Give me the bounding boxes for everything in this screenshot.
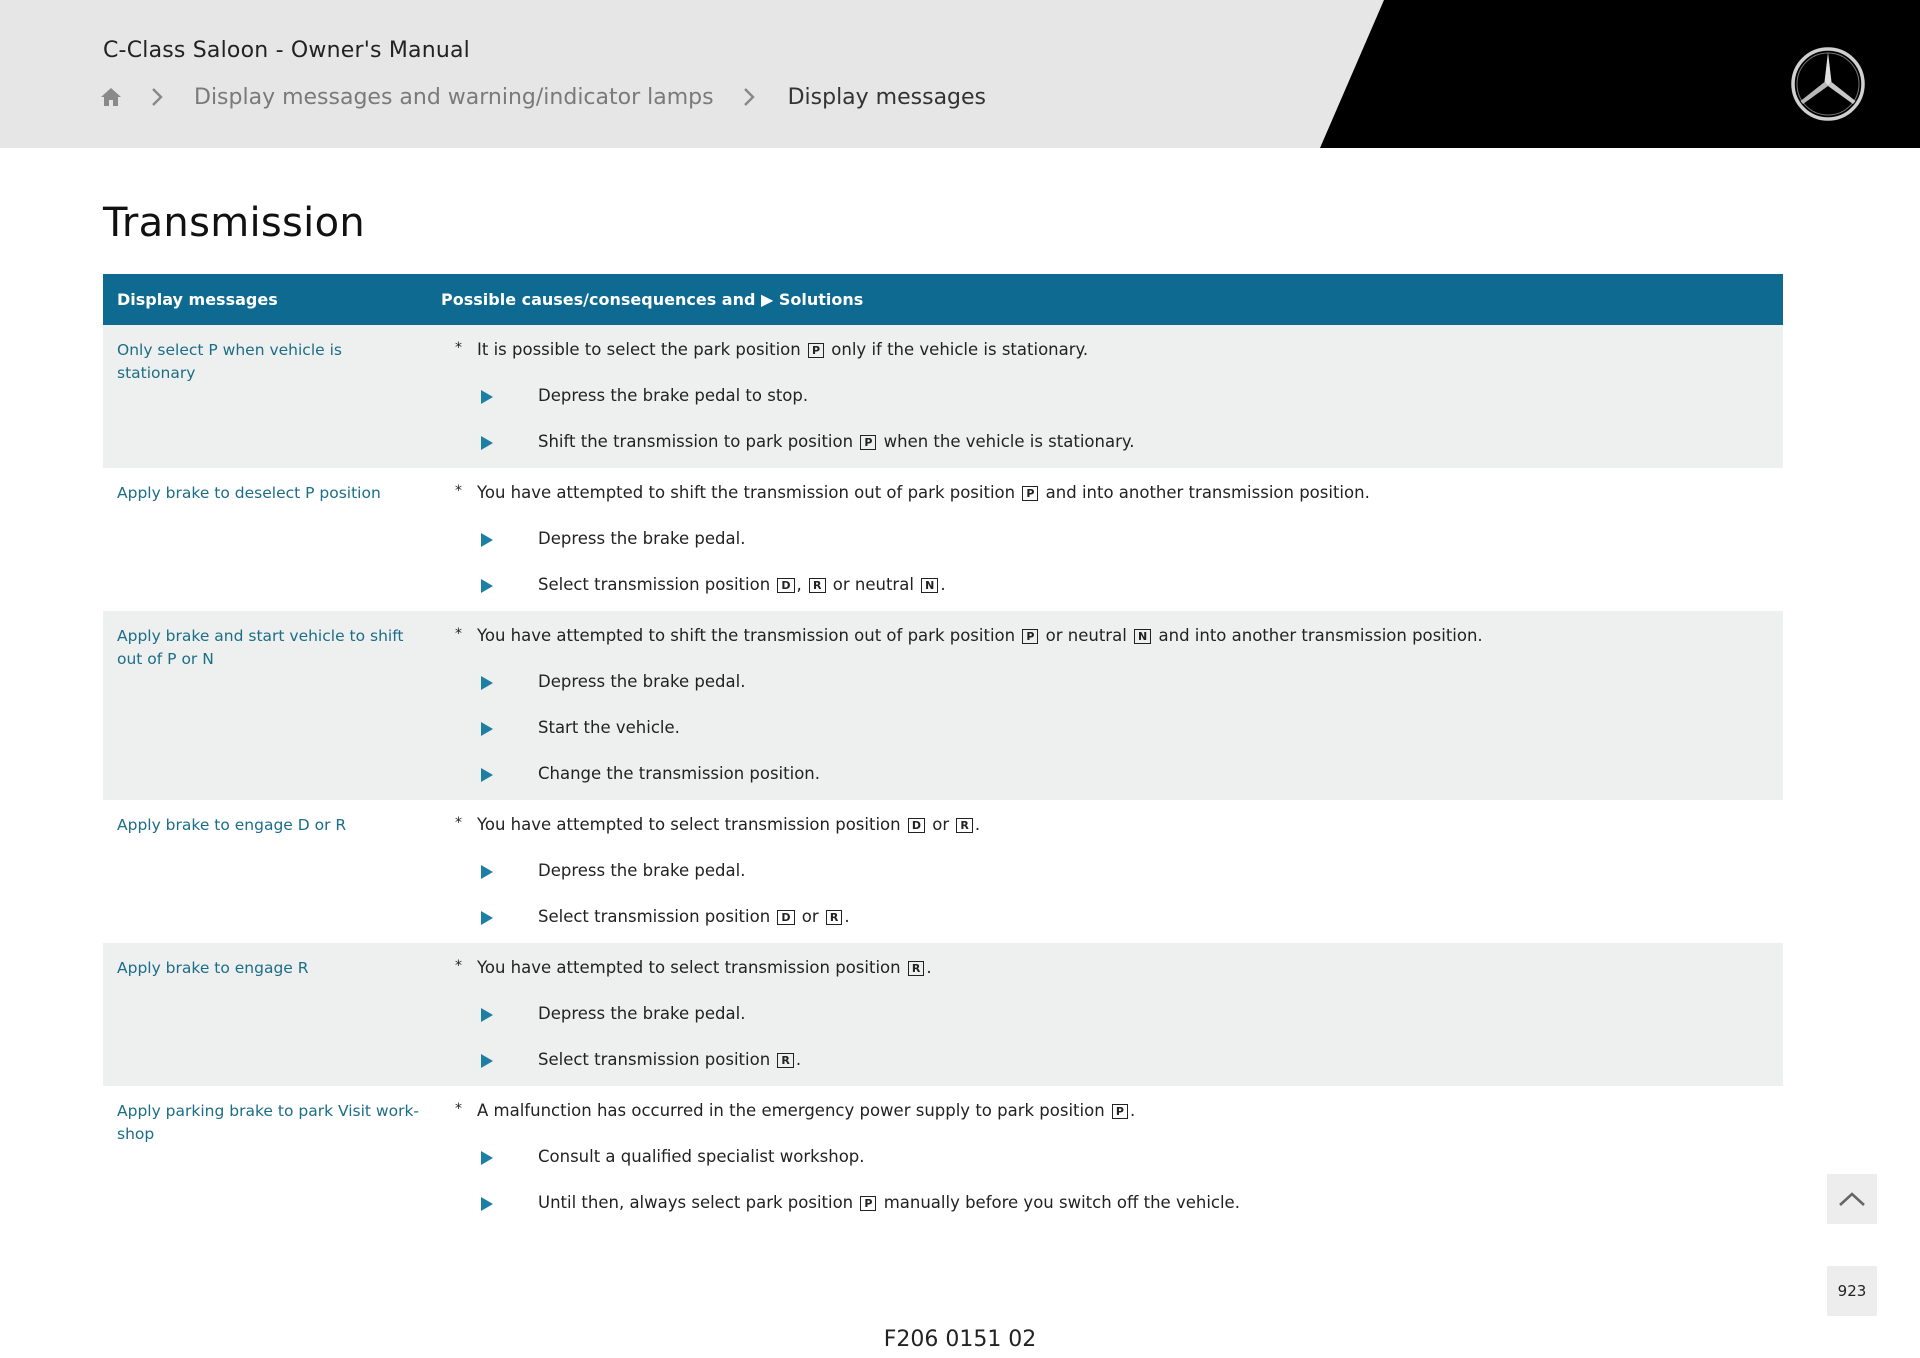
transmission-position-key: R [826,910,842,925]
solution-arrow-icon [481,579,493,593]
text-run: only if the vehicle is stationary. [826,340,1089,359]
text-run: when the vehicle is stationary. [878,432,1135,451]
solution-step [441,763,1783,785]
solution-cell [441,325,1783,468]
text-run: Depress the brake pedal. [538,1004,746,1023]
page-title: Transmission [103,200,365,246]
transmission-position-key: P [1022,629,1038,644]
solution-arrow-icon [481,865,493,879]
page-number-button[interactable] [1827,1266,1877,1316]
brand-star-logo [1790,46,1866,122]
figure-code: F206 0151 02 [883,1327,1037,1352]
transmission-position-key: P [1022,486,1038,501]
solution-step [441,671,1783,693]
table-body [103,325,1783,1229]
text-run: or [796,907,824,926]
solution-step [441,1192,1783,1214]
asterisk-bullet: * [455,1101,462,1117]
transmission-position-key: P [808,343,824,358]
display-message-link[interactable]: Apply brake and start vehicle to shift out of P or N [117,627,404,668]
asterisk-bullet: * [455,483,462,499]
asterisk-bullet: * [455,958,462,974]
transmission-position-key: N [1134,629,1151,644]
text-run: manually before you switch off the vehicle. [878,1193,1240,1212]
solution-arrow-icon [481,1054,493,1068]
solution-step [441,1049,1783,1071]
solution-arrow-icon [481,911,493,925]
solution-arrow-icon [481,1197,493,1211]
display-message-link[interactable]: Only select P when vehicle is stationary [117,341,342,382]
chevron-right-icon [742,86,758,108]
chevron-right-icon [150,86,166,108]
transmission-position-key: R [777,1053,793,1068]
solution-arrow-icon [481,768,493,782]
table-row [103,943,1783,1086]
text-run: A malfunction has occurred in the emergency power supply to park position [477,1101,1110,1120]
text-run: and into another transmission position. [1153,626,1483,645]
solution-arrow-icon [481,533,493,547]
cause-line [441,1100,1783,1122]
text-run: Select transmission position [538,575,776,594]
display-message-link[interactable]: Apply brake to engage R [117,959,309,977]
solution-arrow-icon [481,722,493,736]
text-run: Until then, always select park position [538,1193,859,1212]
solution-step [441,860,1783,882]
solution-arrow-icon [481,676,493,690]
text-run: Change the transmission position. [538,764,820,783]
text-run: . [940,575,946,594]
document-title: C-Class Saloon - Owner's Manual [103,38,470,63]
table-row [103,325,1783,468]
text-run: You have attempted to select transmission position [477,958,906,977]
text-run: Depress the brake pedal. [538,672,746,691]
table-row [103,611,1783,800]
solution-step [441,385,1783,407]
text-run: Depress the brake pedal. [538,529,746,548]
text-run: Select transmission position [538,1050,776,1069]
text-run: . [1129,1101,1136,1120]
transmission-position-key: R [956,818,972,833]
display-messages-table [103,274,1783,1229]
display-message-link[interactable]: Apply parking brake to park Visit work-shop [117,1102,420,1143]
column-header-solutions: Possible causes/consequences and ▶ Solutions [441,290,864,309]
solution-arrow-icon [481,436,493,450]
solution-cell [441,468,1783,611]
breadcrumb-link-display-messages-and-lamps[interactable]: Display messages and warning/indicator lamps [194,84,714,110]
solution-step [441,528,1783,550]
solution-cell [441,1086,1783,1229]
solution-arrow-icon [481,1151,493,1165]
table-row [103,468,1783,611]
solution-arrow-icon [481,390,493,404]
text-run: . [926,958,932,977]
text-run: and into another transmission position. [1040,483,1370,502]
text-run: Select transmission position [538,907,776,926]
transmission-position-key: P [1112,1104,1128,1119]
cause-line [441,339,1783,361]
solution-step [441,574,1783,596]
solution-arrow-icon [481,1008,493,1022]
text-run: Start the vehicle. [538,718,680,737]
cause-line [441,957,1783,979]
solution-step [441,717,1783,739]
page-number: 923 [1837,1282,1867,1300]
solution-cell [441,611,1783,800]
text-run: or neutral [827,575,920,594]
display-message-link[interactable]: Apply brake to deselect P position [117,484,381,502]
transmission-position-key: P [860,1196,876,1211]
transmission-position-key: R [809,578,825,593]
text-run: You have attempted to shift the transmission out of park position [477,483,1021,502]
text-run: , [796,575,808,594]
asterisk-bullet: * [455,626,462,642]
text-run: Depress the brake pedal to stop. [538,386,809,405]
cause-line [441,482,1783,504]
table-row [103,1086,1783,1229]
text-run: . [795,1050,802,1069]
breadcrumb [100,80,986,114]
transmission-position-key: R [908,961,924,976]
text-run: Depress the brake pedal. [538,861,746,880]
table-row [103,800,1783,943]
solution-cell [441,943,1783,1086]
transmission-position-key: D [777,910,794,925]
cause-line [441,625,1783,647]
scroll-to-top-button[interactable] [1827,1174,1877,1224]
solution-step [441,1146,1783,1168]
home-icon[interactable] [100,85,124,109]
transmission-position-key: D [777,578,794,593]
solution-step [441,431,1783,453]
solution-step [441,906,1783,928]
text-run: or [926,815,955,834]
text-run: Shift the transmission to park position [538,432,859,451]
page-header [0,0,1920,148]
solution-cell [441,800,1783,943]
asterisk-bullet: * [455,340,462,356]
text-run: You have attempted to shift the transmission out of park position [477,626,1021,645]
table-header [103,274,1783,325]
chevron-up-icon [1837,1189,1867,1209]
transmission-position-key: N [921,578,938,593]
solution-step [441,1003,1783,1025]
text-run: It is possible to select the park position [477,340,806,359]
asterisk-bullet: * [455,815,462,831]
breadcrumb-current: Display messages [787,84,987,110]
transmission-position-key: P [860,435,876,450]
display-message-link[interactable]: Apply brake to engage D or R [117,816,347,834]
text-run: or neutral [1040,626,1133,645]
text-run: . [844,907,850,926]
cause-line [441,814,1783,836]
text-run: You have attempted to select transmission position [477,815,906,834]
text-run: Consult a qualified specialist workshop. [538,1147,865,1166]
column-header-messages: Display messages [117,290,278,309]
text-run: . [974,815,981,834]
transmission-position-key: D [908,818,925,833]
